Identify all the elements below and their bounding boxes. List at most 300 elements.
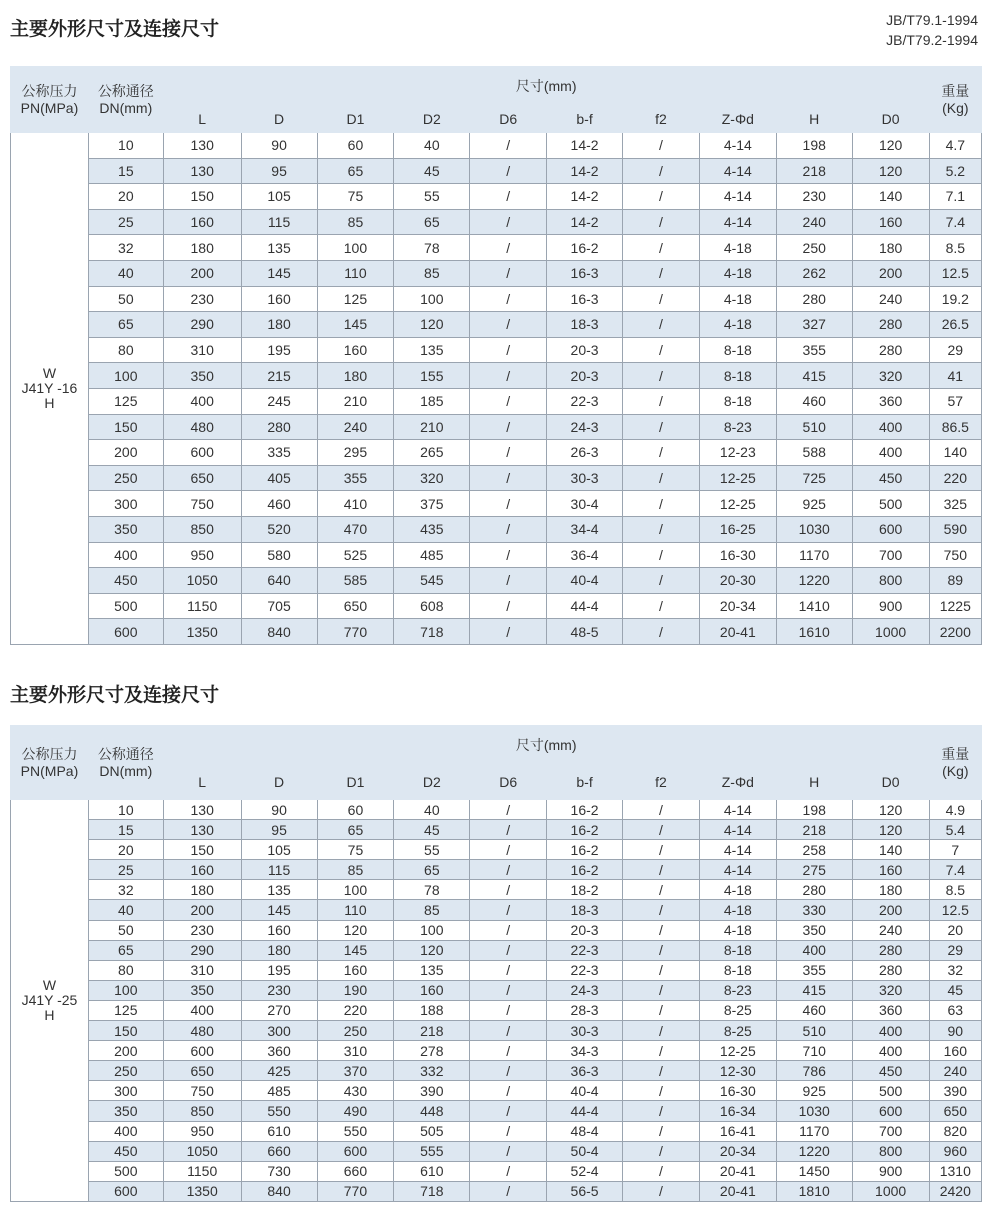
table-cell: 300	[241, 1021, 317, 1041]
table-cell: /	[623, 235, 700, 261]
table-row	[11, 516, 982, 542]
table-cell: 7.4	[929, 209, 981, 235]
model-line: J41Y -16	[21, 379, 78, 396]
table-cell: 770	[317, 1181, 394, 1201]
table-row	[11, 491, 982, 517]
table-cell: 400	[852, 414, 929, 440]
table-cell: 14-2	[547, 158, 623, 184]
table-row	[11, 388, 982, 414]
table-cell: 12-25	[699, 465, 776, 491]
table-cell: 16-25	[699, 516, 776, 542]
table-cell: /	[470, 860, 547, 880]
table-cell: /	[623, 880, 700, 900]
table-cell: 85	[317, 860, 394, 880]
table-cell: 200	[88, 440, 163, 466]
table-cell: /	[623, 568, 700, 594]
table-cell: /	[470, 619, 547, 645]
pn-header	[11, 726, 89, 800]
table-cell: 130	[163, 158, 241, 184]
table-cell: 1350	[163, 1181, 241, 1201]
table-cell: 1220	[776, 568, 852, 594]
table-cell: 2420	[929, 1181, 981, 1201]
table-cell: 14-2	[547, 133, 623, 159]
table-cell: 278	[394, 1041, 470, 1061]
table-cell: 250	[88, 465, 163, 491]
table-cell: 195	[241, 960, 317, 980]
table-cell: 1150	[163, 593, 241, 619]
table-cell: 145	[317, 312, 394, 338]
table-cell: 5.2	[929, 158, 981, 184]
table-cell: 75	[317, 184, 394, 210]
table-cell: 840	[241, 1181, 317, 1201]
table-row	[11, 440, 982, 466]
table-cell: 1350	[163, 619, 241, 645]
table-cell: 350	[88, 1101, 163, 1121]
table-cell: 1170	[776, 542, 852, 568]
table-cell: 20	[88, 184, 163, 210]
table-cell: 16-41	[699, 1121, 776, 1141]
table-cell: 60	[317, 133, 394, 159]
table-cell: 40	[394, 800, 470, 820]
table-cell: 650	[317, 593, 394, 619]
table-cell: 280	[776, 286, 852, 312]
table-row	[11, 235, 982, 261]
table-cell: 135	[394, 960, 470, 980]
table-cell: 600	[317, 1141, 394, 1161]
table-row	[11, 593, 982, 619]
table-cell: 350	[88, 516, 163, 542]
table-cell: 265	[394, 440, 470, 466]
table-cell: 850	[163, 1101, 241, 1121]
table-cell: 320	[852, 980, 929, 1000]
table-cell: 65	[394, 860, 470, 880]
table-cell: 550	[317, 1121, 394, 1141]
table-cell: /	[470, 1041, 547, 1061]
pn-header-line: PN(MPa)	[20, 99, 79, 116]
table-cell: 750	[163, 491, 241, 517]
table-cell: 600	[88, 619, 163, 645]
table-cell: 470	[317, 516, 394, 542]
table-cell: 120	[852, 133, 929, 159]
table-cell: /	[470, 542, 547, 568]
table-cell: 820	[929, 1121, 981, 1141]
table-cell: 290	[163, 940, 241, 960]
table-cell: 240	[852, 920, 929, 940]
table-cell: 28-3	[547, 1000, 623, 1020]
table-cell: 240	[852, 286, 929, 312]
table-cell: 240	[929, 1061, 981, 1081]
table-cell: /	[623, 840, 700, 860]
table-cell: 435	[394, 516, 470, 542]
table-cell: 2200	[929, 619, 981, 645]
table-row	[11, 133, 982, 159]
table-cell: /	[470, 388, 547, 414]
dimension-column-header: f2	[623, 764, 700, 800]
table-cell: 4-18	[699, 920, 776, 940]
table-cell: 4.9	[929, 800, 981, 820]
table-cell: 640	[241, 568, 317, 594]
table-cell: 200	[88, 1041, 163, 1061]
table-cell: 185	[394, 388, 470, 414]
table-cell: 18-3	[547, 900, 623, 920]
table-cell: 40-4	[547, 568, 623, 594]
table-cell: 218	[776, 820, 852, 840]
table-cell: 950	[163, 1121, 241, 1141]
table-cell: /	[470, 465, 547, 491]
table-cell: 8-18	[699, 363, 776, 389]
table-cell: 135	[241, 880, 317, 900]
table-cell: 24-3	[547, 980, 623, 1000]
table-cell: /	[470, 1061, 547, 1081]
dimension-column-header: b-f	[547, 764, 623, 800]
table-cell: /	[470, 1181, 547, 1201]
table-cell: 300	[88, 1081, 163, 1101]
table-cell: 430	[317, 1081, 394, 1101]
table-cell: /	[470, 363, 547, 389]
table-cell: 280	[852, 337, 929, 363]
table-cell: 8.5	[929, 235, 981, 261]
table-cell: 1000	[852, 619, 929, 645]
table-cell: 7.4	[929, 860, 981, 880]
model-line: W	[42, 976, 57, 993]
table-cell: 300	[88, 491, 163, 517]
table-cell: /	[623, 184, 700, 210]
table-cell: 125	[88, 388, 163, 414]
table-cell: 24-3	[547, 414, 623, 440]
table-cell: 4-14	[699, 133, 776, 159]
table-cell: 500	[852, 491, 929, 517]
table-cell: 25	[88, 209, 163, 235]
table-cell: 4-14	[699, 840, 776, 860]
table-cell: 245	[241, 388, 317, 414]
table-cell: 1050	[163, 1141, 241, 1161]
table-cell: 350	[163, 980, 241, 1000]
table-cell: 100	[317, 880, 394, 900]
table-row	[11, 260, 982, 286]
table-cell: 7	[929, 840, 981, 860]
table-row	[11, 1101, 982, 1121]
dimension-column-header: f2	[623, 105, 700, 133]
table-cell: 1050	[163, 568, 241, 594]
table-cell: 15	[88, 158, 163, 184]
table-cell: 120	[394, 940, 470, 960]
table-cell: 925	[776, 491, 852, 517]
table-cell: 800	[852, 1141, 929, 1161]
table-cell: 480	[163, 414, 241, 440]
table-cell: 110	[317, 900, 394, 920]
table-cell: 588	[776, 440, 852, 466]
table-cell: 36-3	[547, 1061, 623, 1081]
table-cell: 48-4	[547, 1121, 623, 1141]
table-cell: 725	[776, 465, 852, 491]
standard-reference	[886, 10, 978, 50]
table-cell: 310	[163, 960, 241, 980]
table-row	[11, 363, 982, 389]
table-cell: 89	[929, 568, 981, 594]
dimension-column-header: H	[776, 764, 852, 800]
table-cell: 32	[88, 235, 163, 261]
model-cell	[11, 133, 89, 645]
table-cell: 4.7	[929, 133, 981, 159]
table-cell: /	[623, 388, 700, 414]
table-cell: 250	[317, 1021, 394, 1041]
table-cell: 50-4	[547, 1141, 623, 1161]
table-row	[11, 568, 982, 594]
table-cell: 325	[929, 491, 981, 517]
table-cell: /	[623, 1161, 700, 1181]
table-cell: 550	[241, 1101, 317, 1121]
table-cell: 41	[929, 363, 981, 389]
table-cell: 65	[88, 312, 163, 338]
table-cell: 4-14	[699, 184, 776, 210]
table-cell: 20-30	[699, 568, 776, 594]
table-cell: 400	[88, 1121, 163, 1141]
table-cell: 8-23	[699, 414, 776, 440]
table-cell: 180	[852, 880, 929, 900]
table-cell: 405	[241, 465, 317, 491]
table-cell: 610	[394, 1161, 470, 1181]
table-cell: 660	[317, 1161, 394, 1181]
table-cell: 350	[163, 363, 241, 389]
dimension-column-header: D0	[852, 764, 929, 800]
table-cell: 450	[88, 568, 163, 594]
table-cell: 150	[163, 184, 241, 210]
table-cell: 30-4	[547, 491, 623, 517]
dn-header-line: 公称通径	[97, 745, 154, 762]
table-cell: 45	[929, 980, 981, 1000]
table-cell: /	[470, 158, 547, 184]
table-cell: 1225	[929, 593, 981, 619]
dn-header	[88, 67, 163, 133]
table-cell: 180	[852, 235, 929, 261]
table-cell: 160	[929, 1041, 981, 1061]
table-cell: /	[470, 880, 547, 900]
table-row	[11, 286, 982, 312]
table-cell: 200	[163, 900, 241, 920]
table-cell: 210	[394, 414, 470, 440]
table-cell: 200	[852, 900, 929, 920]
table-cell: 12-25	[699, 491, 776, 517]
table-cell: /	[623, 593, 700, 619]
table-cell: 425	[241, 1061, 317, 1081]
table-cell: 332	[394, 1061, 470, 1081]
table-cell: 150	[88, 414, 163, 440]
table-cell: 60	[317, 800, 394, 820]
table-cell: /	[470, 1121, 547, 1141]
table-cell: 4-14	[699, 209, 776, 235]
table-cell: 75	[317, 840, 394, 860]
table-cell: 130	[163, 800, 241, 820]
table-cell: 160	[163, 860, 241, 880]
table-cell: 120	[317, 920, 394, 940]
table-cell: 490	[317, 1101, 394, 1121]
table-cell: 22-3	[547, 388, 623, 414]
dimension-group-header: 尺寸(mm)	[163, 726, 929, 764]
dimension-column-header: D	[241, 105, 317, 133]
table-cell: 86.5	[929, 414, 981, 440]
table-cell: /	[623, 1000, 700, 1020]
table-cell: /	[623, 1101, 700, 1121]
model-line: H	[44, 394, 55, 411]
table-cell: 16-2	[547, 840, 623, 860]
table-cell: 510	[776, 414, 852, 440]
table-cell: 16-2	[547, 860, 623, 880]
table-cell: 4-18	[699, 235, 776, 261]
table-cell: 230	[163, 286, 241, 312]
table-cell: 510	[776, 1021, 852, 1041]
table-cell: /	[623, 980, 700, 1000]
table-cell: 8-18	[699, 337, 776, 363]
table-cell: 250	[776, 235, 852, 261]
table-row	[11, 1021, 982, 1041]
table-cell: 16-34	[699, 1101, 776, 1121]
table-cell: 525	[317, 542, 394, 568]
table-cell: 57	[929, 388, 981, 414]
table-cell: 350	[776, 920, 852, 940]
table-cell: 145	[317, 940, 394, 960]
table-cell: 360	[241, 1041, 317, 1061]
table-cell: 280	[852, 960, 929, 980]
table-cell: 140	[929, 440, 981, 466]
table-cell: 960	[929, 1141, 981, 1161]
dimension-column-header: H	[776, 105, 852, 133]
table-cell: 30-3	[547, 465, 623, 491]
table-cell: 215	[241, 363, 317, 389]
table-cell: 65	[394, 209, 470, 235]
table-cell: 390	[929, 1081, 981, 1101]
table-cell: 258	[776, 840, 852, 860]
table-cell: /	[623, 1141, 700, 1161]
table-cell: 770	[317, 619, 394, 645]
table-cell: 320	[394, 465, 470, 491]
table-cell: 50	[88, 286, 163, 312]
table-row	[11, 184, 982, 210]
table-cell: 280	[852, 940, 929, 960]
table-cell: 85	[394, 260, 470, 286]
table-cell: 400	[852, 440, 929, 466]
table-cell: 400	[776, 940, 852, 960]
table-cell: 220	[929, 465, 981, 491]
table-cell: 34-4	[547, 516, 623, 542]
table-cell: /	[623, 820, 700, 840]
weight-header-line: 重量	[941, 745, 970, 762]
table-cell: 198	[776, 133, 852, 159]
table-cell: 650	[163, 465, 241, 491]
table-cell: 400	[852, 1021, 929, 1041]
table-cell: 335	[241, 440, 317, 466]
table-cell: 160	[241, 920, 317, 940]
table-cell: /	[470, 1101, 547, 1121]
table-cell: 20	[929, 920, 981, 940]
table-cell: /	[623, 286, 700, 312]
table-cell: 705	[241, 593, 317, 619]
table-row	[11, 1141, 982, 1161]
table-cell: 110	[317, 260, 394, 286]
table-cell: 90	[241, 133, 317, 159]
table-cell: 130	[163, 820, 241, 840]
table-cell: /	[470, 1141, 547, 1161]
table-cell: 600	[163, 1041, 241, 1061]
table-cell: 8-18	[699, 388, 776, 414]
table-cell: /	[470, 516, 547, 542]
table-cell: 700	[852, 1121, 929, 1141]
table-cell: 198	[776, 800, 852, 820]
table-cell: 7.1	[929, 184, 981, 210]
table-cell: 610	[241, 1121, 317, 1141]
table-cell: 32	[88, 880, 163, 900]
table-cell: 230	[776, 184, 852, 210]
table-cell: 370	[317, 1061, 394, 1081]
table-cell: 100	[394, 286, 470, 312]
table-cell: 140	[852, 184, 929, 210]
table-cell: 585	[317, 568, 394, 594]
table-cell: /	[470, 414, 547, 440]
table-cell: /	[623, 800, 700, 820]
table-cell: 40-4	[547, 1081, 623, 1101]
dimension-column-header: D6	[470, 764, 547, 800]
table-cell: 1450	[776, 1161, 852, 1181]
table-cell: /	[623, 960, 700, 980]
table-cell: /	[470, 491, 547, 517]
table-cell: /	[470, 840, 547, 860]
table-cell: 12-30	[699, 1061, 776, 1081]
dn-header	[88, 726, 163, 800]
weight-header	[929, 67, 981, 133]
table-cell: 8-25	[699, 1021, 776, 1041]
table-cell: 100	[394, 920, 470, 940]
table-cell: /	[623, 1181, 700, 1201]
table-cell: 4-18	[699, 880, 776, 900]
table-cell: 10	[88, 800, 163, 820]
pn-header	[11, 67, 89, 133]
table-cell: /	[470, 900, 547, 920]
table-cell: /	[623, 209, 700, 235]
table-cell: 16-2	[547, 820, 623, 840]
table-cell: 160	[317, 337, 394, 363]
table-cell: 160	[241, 286, 317, 312]
table-cell: 4-14	[699, 158, 776, 184]
table-cell: /	[470, 235, 547, 261]
table-cell: /	[623, 260, 700, 286]
table-cell: 8-25	[699, 1000, 776, 1020]
table-cell: 190	[317, 980, 394, 1000]
table-cell: 12.5	[929, 260, 981, 286]
table-row	[11, 1121, 982, 1141]
table-cell: 600	[88, 1181, 163, 1201]
table-cell: 56-5	[547, 1181, 623, 1201]
table-cell: 160	[317, 960, 394, 980]
table-row	[11, 542, 982, 568]
table-cell: 8.5	[929, 880, 981, 900]
table-cell: 1410	[776, 593, 852, 619]
table-cell: 22-3	[547, 960, 623, 980]
table-cell: 1030	[776, 516, 852, 542]
table-cell: 55	[394, 840, 470, 860]
table-cell: 20-34	[699, 593, 776, 619]
table-cell: 295	[317, 440, 394, 466]
table-cell: 40	[88, 900, 163, 920]
dimension-group-header: 尺寸(mm)	[163, 67, 929, 105]
pn-header-line: 公称压力	[21, 82, 78, 99]
table-cell: 200	[852, 260, 929, 286]
table-cell: /	[470, 440, 547, 466]
table-cell: /	[623, 920, 700, 940]
table-cell: 355	[776, 337, 852, 363]
table-cell: 26-3	[547, 440, 623, 466]
table-row	[11, 1161, 982, 1181]
table-cell: 310	[317, 1041, 394, 1061]
table-cell: 20-41	[699, 1161, 776, 1181]
